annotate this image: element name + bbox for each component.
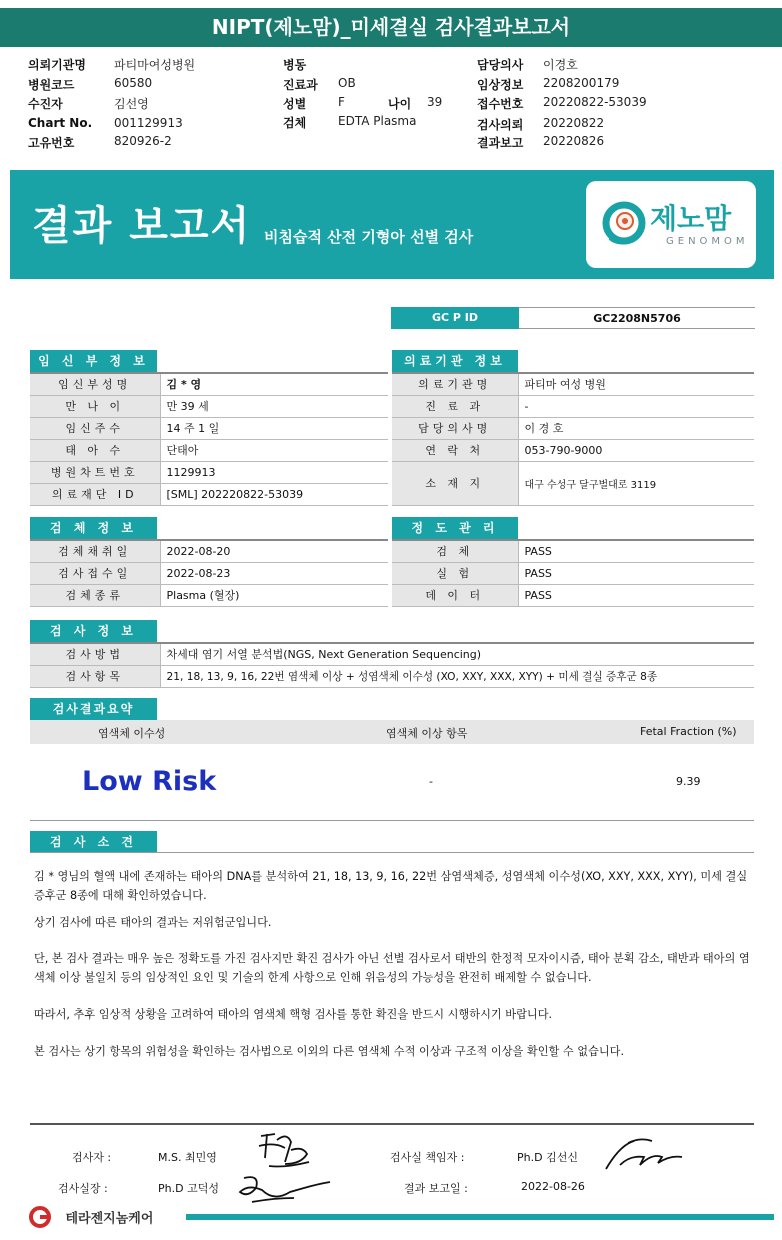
field-label: 만 나 이	[30, 395, 160, 417]
finding-paragraph: 김 * 영님의 혈액 내에 존재하는 태아의 DNA를 분석하여 21, 18, 13, 9, 16, 22번 삼염색체증, 성염색체 이수성(XO, XXY, XXX, XYY), 미세 결실 증후군 8종에 대해 확인하였습니다.	[34, 870, 748, 902]
field-value: 2022-08-20	[160, 540, 388, 562]
summary-header	[30, 720, 754, 744]
field-value: [SML] 202220822-53039	[160, 483, 388, 505]
field-value: 김 * 영	[160, 373, 388, 395]
finding-paragraph: 상기 검사에 따른 태아의 결과는 저위험군입니다.	[34, 916, 272, 929]
summary-col-ff: Fetal Fraction (%)	[640, 725, 737, 738]
director-signature	[234, 1168, 334, 1208]
field-value: Plasma (혈장)	[160, 584, 388, 606]
table-row	[392, 395, 754, 417]
logo-text: 제노맘	[650, 202, 732, 235]
field-label: 병원차트번호	[30, 461, 160, 483]
lab-head-signature	[600, 1135, 686, 1175]
table-row	[30, 562, 388, 584]
summary-col-abnormal: 염색체 이상 항목	[386, 727, 468, 740]
logo-subtext: GENOMOM	[666, 236, 749, 247]
abnormal-item-value: -	[429, 775, 433, 788]
summary-col-aneuploidy: 염색체 이수성	[98, 727, 166, 740]
table-row	[392, 461, 754, 505]
table-row	[30, 483, 388, 505]
header-value: 20220826	[543, 134, 605, 148]
header-value: 20220822-53039	[543, 95, 647, 109]
table-row	[392, 439, 754, 461]
specimen-info-table	[30, 539, 388, 607]
report-date-value: 2022-08-26	[521, 1180, 585, 1193]
divider	[30, 820, 754, 821]
table-row	[30, 395, 388, 417]
field-value: PASS	[518, 584, 754, 606]
field-value: PASS	[518, 562, 754, 584]
header-value: 2208200179	[543, 76, 620, 90]
section-summary: 검사결과요약	[30, 698, 157, 720]
header-label: 수진자	[28, 97, 63, 111]
field-value: -	[518, 395, 754, 417]
header-label: 병동	[283, 58, 307, 72]
finding-paragraph: 단, 본 검사 결과는 매우 높은 정확도를 가진 검사지만 확진 검사가 아닌 선별 검사로서 태반의 한정적 모자이시즘, 태아 분획 감소, 태반과 태아의 염색체 이상 불일치 등의 임상적인 요인 및 기술의 한계 사항으로 인해 위음성의 가능성을 완전히 배제할 수 없습니다.	[34, 952, 750, 984]
tester-label: 검사자 :	[72, 1151, 112, 1164]
field-label: 검 체	[392, 540, 518, 562]
finding-paragraph: 따라서, 추후 임상적 상황을 고려하여 태아의 염색체 핵형 검사를 통한 확진을 반드시 시행하시기 바랍니다.	[34, 1008, 553, 1021]
table-row	[392, 373, 754, 395]
field-label: 임신주수	[30, 417, 160, 439]
header-label: 병원코드	[28, 78, 75, 92]
field-value: PASS	[518, 540, 754, 562]
theragen-mark-icon	[26, 1206, 62, 1228]
field-value: 파티마 여성 병원	[518, 373, 754, 395]
field-label: 진 료 과	[392, 395, 518, 417]
field-value: 이 경 호	[518, 417, 754, 439]
section-qc: 정 도 관 리	[392, 517, 518, 539]
field-value: 053-790-9000	[518, 439, 754, 461]
field-label: 의료재단 ID	[30, 483, 160, 505]
header-value: EDTA Plasma	[338, 114, 417, 128]
header-label: 성별	[283, 97, 307, 111]
table-row	[392, 584, 754, 606]
director-name: Ph.D 고덕성	[158, 1182, 219, 1195]
field-label: 검사접수일	[30, 562, 160, 584]
banner-subtitle: 비침습적 산전 기형아 선별 검사	[264, 228, 474, 246]
table-row	[30, 373, 388, 395]
header-label: 나이	[388, 97, 412, 111]
qc-table	[392, 539, 754, 607]
header-value: 60580	[114, 76, 153, 90]
report-title: NIPT(제노맘)_미세결실 검사결과보고서	[0, 8, 782, 47]
header-value: 820926-2	[114, 134, 172, 148]
header-label: 검사의뢰	[477, 118, 524, 132]
banner-title: 결과 보고서	[32, 203, 252, 249]
report-date-label: 결과 보고일 :	[404, 1182, 468, 1195]
pregnant-info-table	[30, 372, 388, 506]
table-row	[392, 562, 754, 584]
header-label: 임상정보	[477, 78, 524, 92]
header-label: 결과보고	[477, 136, 524, 150]
field-label: 데 이 터	[392, 584, 518, 606]
fetal-fraction-value: 9.39	[676, 775, 701, 788]
section-test-info: 검 사 정 보	[30, 620, 157, 642]
header-value: 39	[427, 95, 443, 109]
lab-head-label: 검사실 책임자 :	[390, 1151, 465, 1164]
genomom-mark-icon	[602, 198, 648, 246]
company-name: 테라젠지놈케어	[65, 1211, 154, 1227]
field-value: 2022-08-23	[160, 562, 388, 584]
gcp-id-label: GC P ID	[391, 307, 519, 329]
field-value: 차세대 염기 서열 분석법(NGS, Next Generation Sequencing)	[160, 643, 754, 665]
risk-result: Low Risk	[82, 766, 217, 797]
table-row	[30, 643, 754, 665]
field-label: 검체채취일	[30, 540, 160, 562]
header-value: 20220822	[543, 116, 605, 130]
table-row	[30, 665, 754, 687]
field-value: 14 주 1 일	[160, 417, 388, 439]
report-banner	[10, 170, 774, 279]
test-info-table	[30, 642, 754, 688]
divider	[30, 852, 754, 853]
field-label: 태 아 수	[30, 439, 160, 461]
header-label: 담당의사	[477, 58, 524, 72]
field-value: 21, 18, 13, 9, 16, 22번 염색체 이상 + 성염색체 이수성 (XO, XXY, XXX, XYY) + 미세 결실 증후군 8종	[160, 665, 754, 687]
field-label: 검체종류	[30, 584, 160, 606]
institution-info-table	[392, 372, 754, 506]
header-label: 접수번호	[477, 97, 524, 111]
tester-signature	[255, 1128, 313, 1172]
header-value: 001129913	[114, 116, 183, 130]
section-pregnant-info: 임 신 부 정 보	[30, 350, 157, 372]
table-row	[30, 584, 388, 606]
tester-name: M.S. 최민영	[158, 1151, 217, 1164]
field-label: 실 험	[392, 562, 518, 584]
header-value: 파티마여성병원	[114, 58, 196, 72]
field-label: 담당의사명	[392, 417, 518, 439]
lab-head-name: Ph.D 김선신	[517, 1151, 578, 1164]
gcp-id-value: GC2208N5706	[519, 307, 755, 329]
field-label: 임신부성명	[30, 373, 160, 395]
table-row	[30, 461, 388, 483]
genomom-logo	[586, 181, 756, 268]
header-value: F	[338, 95, 345, 109]
field-value: 만 39 세	[160, 395, 388, 417]
field-label: 검사항목	[30, 665, 160, 687]
field-label: 연 락 처	[392, 439, 518, 461]
director-label: 검사실장 :	[58, 1182, 108, 1195]
section-institution-info: 의료기관 정보	[392, 350, 518, 372]
finding-paragraph: 본 검사는 상기 항목의 위험성을 확인하는 검사법으로 이외의 다른 염색체 수적 이상과 구조적 이상을 확인할 수 없습니다.	[34, 1045, 625, 1058]
field-value: 1129913	[160, 461, 388, 483]
header-label: 고유번호	[28, 136, 75, 150]
table-row	[30, 439, 388, 461]
footer-bar	[186, 1214, 774, 1220]
table-row	[392, 540, 754, 562]
header-info	[0, 52, 782, 152]
header-value: OB	[338, 76, 356, 90]
header-label: 의뢰기관명	[28, 58, 86, 72]
field-value: 대구 수성구 달구벌대로 3119	[518, 461, 754, 505]
divider	[30, 1123, 754, 1125]
table-row	[392, 417, 754, 439]
header-value: 김선영	[114, 97, 149, 111]
field-label: 의료기관명	[392, 373, 518, 395]
header-label: 진료과	[283, 78, 318, 92]
section-findings: 검 사 소 견	[30, 831, 157, 853]
header-value: 이경호	[543, 58, 578, 72]
field-label: 소 재 지	[392, 461, 518, 505]
company-logo	[26, 1206, 153, 1228]
table-row	[30, 417, 388, 439]
field-label: 검사방법	[30, 643, 160, 665]
header-label: 검체	[283, 116, 307, 130]
header-label: Chart No.	[28, 116, 93, 130]
table-row	[30, 540, 388, 562]
section-specimen-info: 검 체 정 보	[30, 517, 157, 539]
field-value: 단태아	[160, 439, 388, 461]
